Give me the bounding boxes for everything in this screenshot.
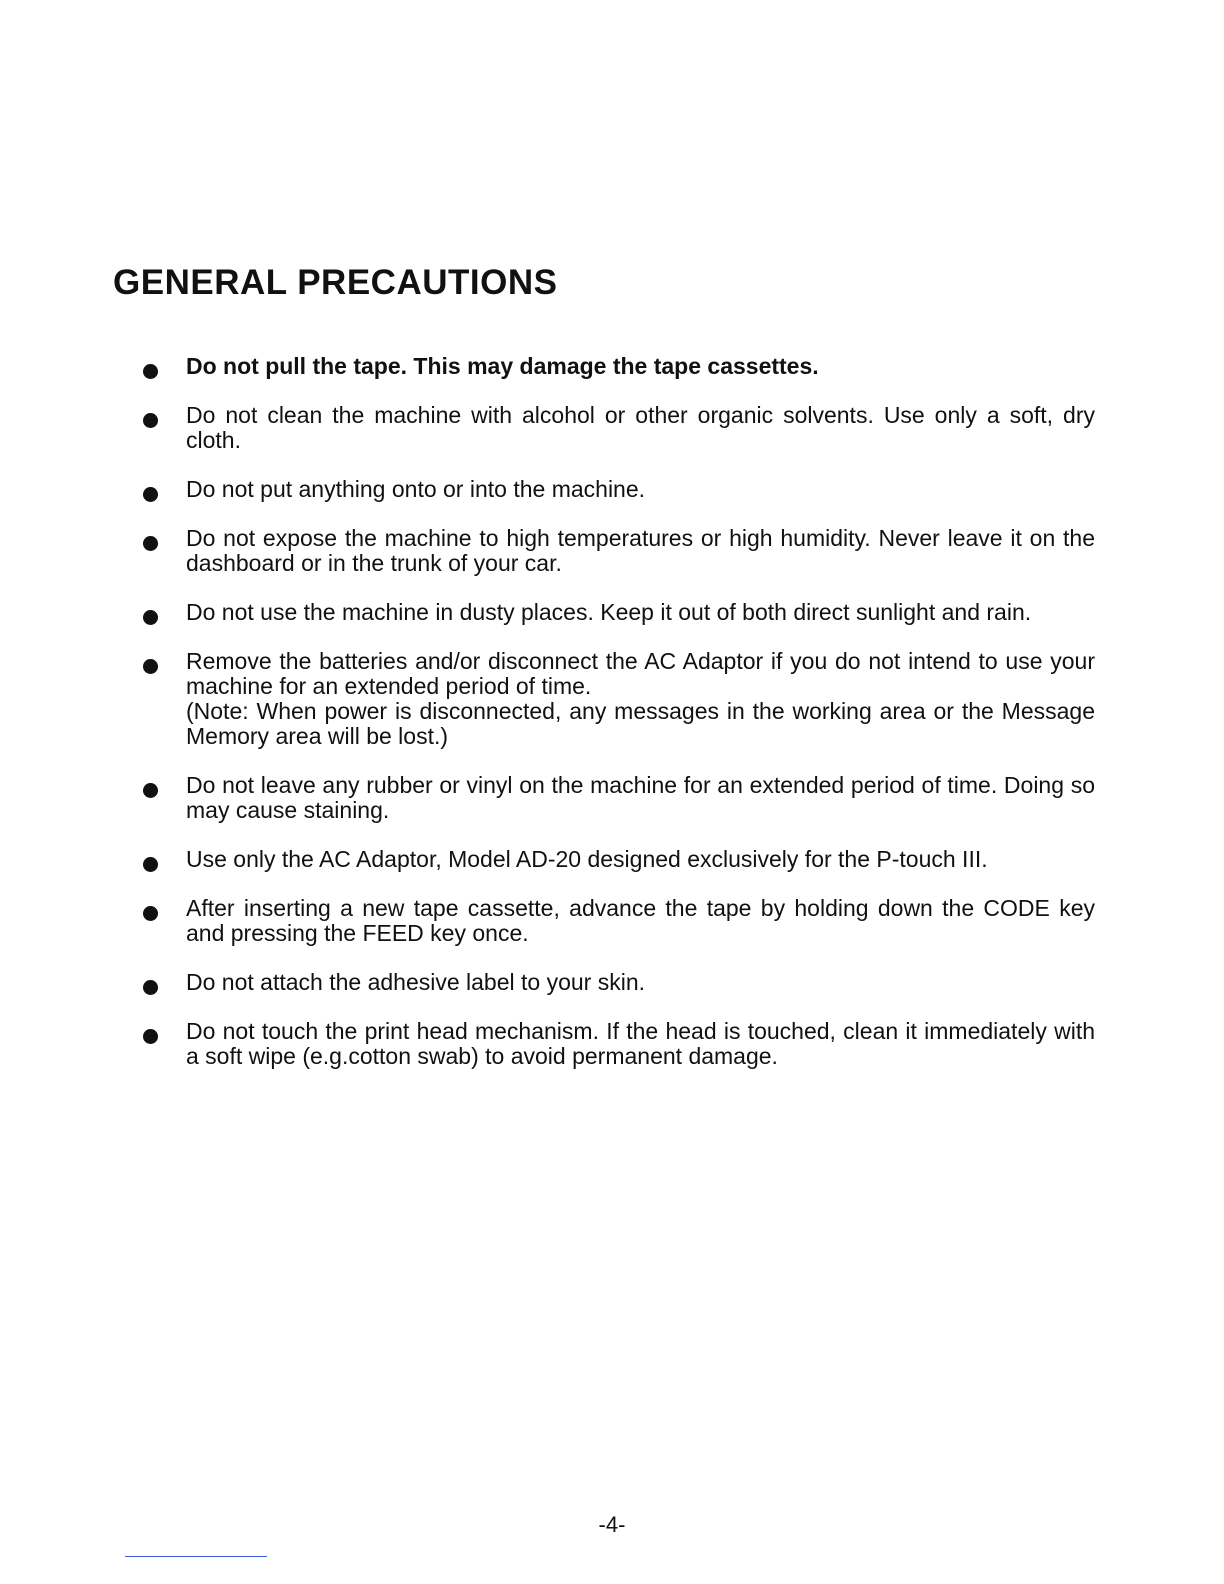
- precaution-item-skin: [140, 970, 1095, 995]
- precaution-text: [186, 773, 1095, 823]
- precaution-item-temperature: [140, 526, 1095, 576]
- page-title: GENERAL PRECAUTIONS: [113, 263, 558, 302]
- precaution-line: Do not touch the print head mechanism. If the head is touched, clean it immediately with a soft wipe (e.g.cotton swab) to avoid permanent damage.: [186, 1018, 1095, 1069]
- precaution-line: Use only the AC Adaptor, Model AD-20 designed exclusively for the P-touch III.: [186, 846, 988, 872]
- bullet-icon: [143, 536, 158, 551]
- bullet-icon: [143, 906, 158, 921]
- precaution-text: [186, 970, 1095, 995]
- bullet-icon: [143, 487, 158, 502]
- precaution-item-adaptor: [140, 847, 1095, 872]
- precaution-text: [186, 649, 1095, 749]
- precaution-line: Do not use the machine in dusty places. Keep it out of both direct sunlight and rain.: [186, 599, 1032, 625]
- precaution-note: (Note: When power is disconnected, any messages in the working area or the Message Memory area will be lost.): [186, 698, 1095, 749]
- precaution-line: Do not put anything onto or into the machine.: [186, 476, 646, 502]
- precaution-text: [186, 1019, 1095, 1069]
- bullet-icon: [143, 980, 158, 995]
- precaution-line: After inserting a new tape cassette, advance the tape by holding down the CODE key and pressing the FEED key once.: [186, 895, 1095, 946]
- bullet-icon: [143, 659, 158, 674]
- precaution-text: [186, 477, 1095, 502]
- bullet-icon: [143, 364, 158, 379]
- bullet-icon: [143, 610, 158, 625]
- bullet-icon: [143, 783, 158, 798]
- precaution-item-cassette: [140, 896, 1095, 946]
- precaution-line: Do not leave any rubber or vinyl on the machine for an extended period of time. Doing so may cause staining.: [186, 772, 1095, 823]
- bullet-icon: [143, 413, 158, 428]
- precaution-line: Do not expose the machine to high temperatures or high humidity. Never leave it on the dashboard or in the trunk of your car.: [186, 525, 1095, 576]
- precaution-line: Do not clean the machine with alcohol or other organic solvents. Use only a soft, dry cloth.: [186, 402, 1095, 453]
- footer-rule: [125, 1556, 267, 1557]
- precaution-text: [186, 403, 1095, 453]
- precaution-text: [186, 847, 1095, 872]
- precaution-item-batteries: [140, 649, 1095, 749]
- page-number: -4-: [598, 1512, 626, 1537]
- precaution-text: [186, 896, 1095, 946]
- precaution-line: Do not pull the tape. This may damage the tape cassettes.: [186, 353, 819, 379]
- precaution-item-objects: [140, 477, 1095, 502]
- precaution-text: [186, 600, 1095, 625]
- precaution-item-print-head: [140, 1019, 1095, 1069]
- precaution-item-cleaning: [140, 403, 1095, 453]
- precautions-list: [140, 354, 1095, 1093]
- bullet-icon: [143, 857, 158, 872]
- precaution-item-rubber: [140, 773, 1095, 823]
- precaution-text: [186, 526, 1095, 576]
- precaution-line: Remove the batteries and/or disconnect the AC Adaptor if you do not intend to use your machine for an extended period of time.: [186, 648, 1095, 699]
- precaution-text: [186, 354, 1095, 379]
- precaution-item-tape: [140, 354, 1095, 379]
- precaution-line: Do not attach the adhesive label to your skin.: [186, 969, 646, 995]
- precaution-item-dust: [140, 600, 1095, 625]
- bullet-icon: [143, 1029, 158, 1044]
